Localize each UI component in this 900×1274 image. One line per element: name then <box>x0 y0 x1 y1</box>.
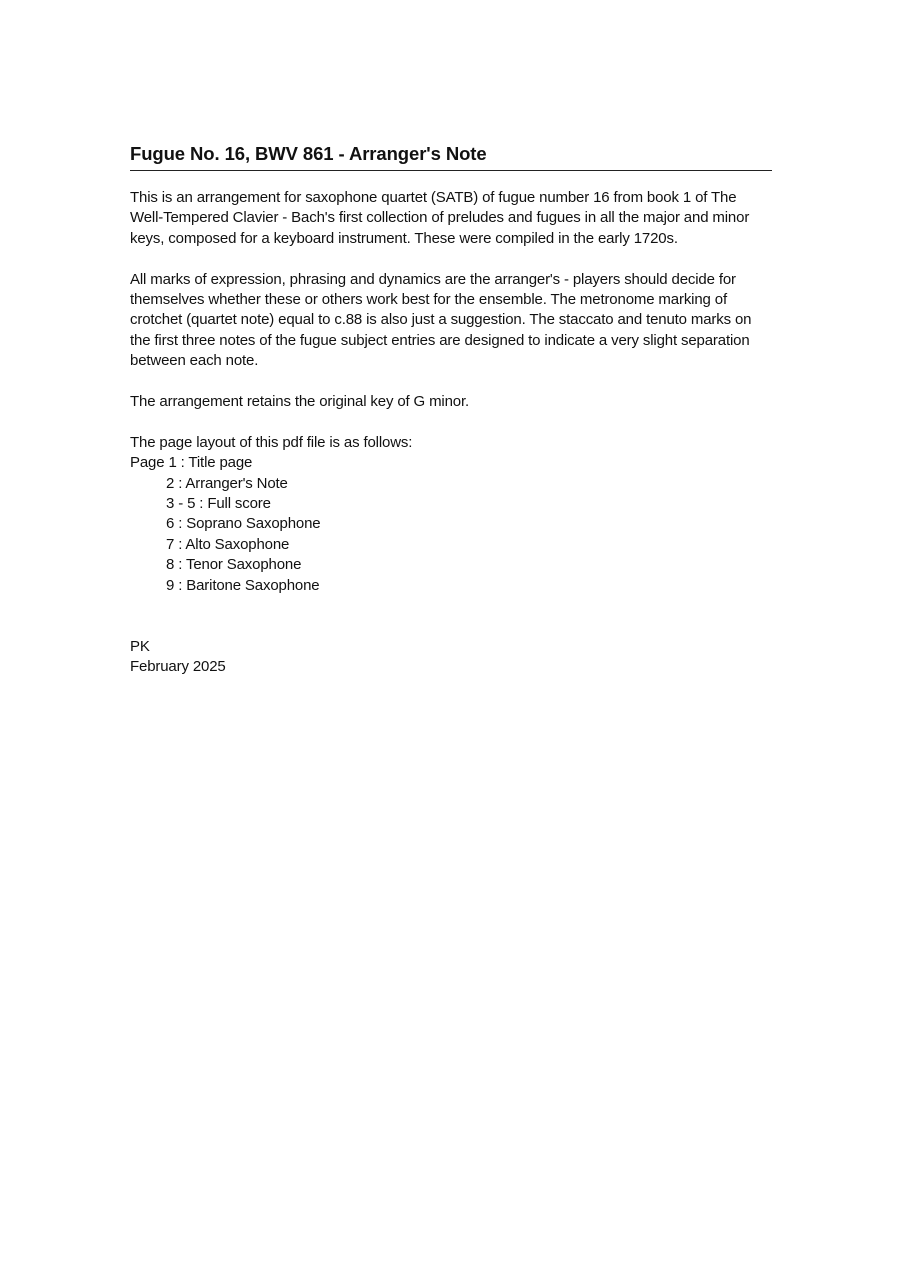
page-layout-item: 7 : Alto Saxophone <box>166 535 290 553</box>
page-layout-item: 2 : Arranger's Note <box>166 474 288 492</box>
page-title: Fugue No. 16, BWV 861 - Arranger's Note <box>130 141 772 171</box>
signoff-block <box>130 637 772 678</box>
page-layout-item: 8 : Tenor Saxophone <box>166 556 302 574</box>
arrangers-note-content <box>130 141 772 678</box>
page-layout-section <box>130 433 772 596</box>
date-text: February 2025 <box>130 658 226 676</box>
page-layout-item: Page 1 : Title page <box>130 454 253 472</box>
page-layout-item: 6 : Soprano Saxophone <box>166 515 321 533</box>
paragraph-arrangement-intro: This is an arrangement for saxophone quartet (SATB) of fugue number 16 from book 1 of The Well-Tempered Clavier - Bach's first collection of preludes and fugues in all the major and minor keys, composed for a keyboard instrument. These were compiled in the early 1720s. <box>130 189 750 247</box>
page-layout-item: 9 : Baritone Saxophone <box>166 576 320 594</box>
page-layout-item: 3 - 5 : Full score <box>166 495 271 513</box>
paragraph-key: The arrangement retains the original key of G minor. <box>130 393 470 411</box>
author-initials: PK <box>130 637 150 655</box>
page-layout-intro: The page layout of this pdf file is as follows: <box>130 433 413 451</box>
paragraph-expression-marks: All marks of expression, phrasing and dynamics are the arranger's - players should decide for themselves whether these or others work best for the ensemble. The metronome marking of crotchet (quartet note) equal to c.88 is also just a suggestion. The staccato and tenuto marks on the first three notes of the fugue subject entries are designed to indicate a very slight separation between each note. <box>130 270 752 370</box>
